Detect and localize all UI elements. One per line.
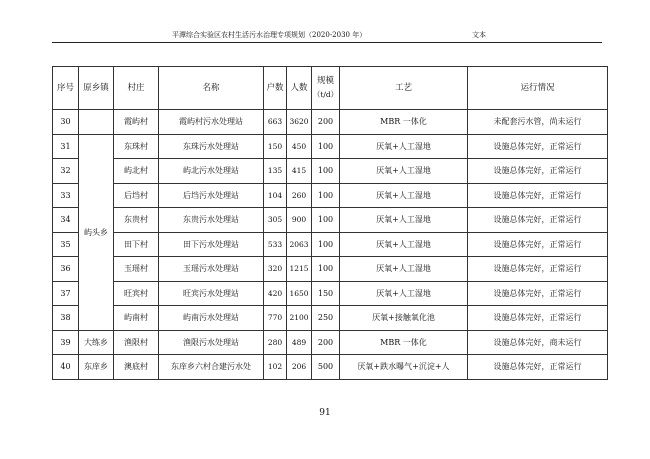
cell-seq: 37 — [53, 281, 79, 306]
cell-population: 1650 — [287, 281, 312, 306]
table-row — [53, 208, 608, 233]
cell-process: 厌氧+人工湿地 — [340, 232, 468, 257]
page-header — [52, 28, 602, 42]
header-scale — [312, 67, 340, 110]
cell-seq: 36 — [53, 257, 79, 282]
header-process: 工艺 — [340, 67, 468, 110]
cell-process: 厌氧+人工湿地 — [340, 159, 468, 184]
cell-process: 厌氧+人工湿地 — [340, 134, 468, 159]
cell-village: 旺宾村 — [114, 281, 159, 306]
cell-status: 设施总体完好，正常运行 — [468, 232, 608, 257]
cell-township: 大练乡 — [79, 330, 114, 355]
cell-seq: 33 — [53, 183, 79, 208]
cell-status: 设施总体完好，正常运行 — [468, 257, 608, 282]
cell-name: 田下污水处理站 — [159, 232, 264, 257]
cell-scale: 250 — [312, 306, 340, 331]
header-rule — [52, 42, 602, 43]
cell-households: 770 — [264, 306, 287, 331]
cell-name: 屿北污水处理站 — [159, 159, 264, 184]
cell-village: 屿北村 — [114, 159, 159, 184]
header-status: 运行情况 — [468, 67, 608, 110]
cell-households: 663 — [264, 110, 287, 135]
facility-table — [52, 66, 608, 380]
cell-scale: 100 — [312, 183, 340, 208]
cell-name: 玉瑶污水处理站 — [159, 257, 264, 282]
header-scale-label: 规模 — [316, 76, 334, 86]
table-row — [53, 183, 608, 208]
cell-scale: 200 — [312, 110, 340, 135]
header-households: 户数 — [264, 67, 287, 110]
cell-seq: 32 — [53, 159, 79, 184]
cell-households: 320 — [264, 257, 287, 282]
cell-status: 设施总体完好，正常运行 — [468, 306, 608, 331]
cell-households: 150 — [264, 134, 287, 159]
cell-households: 104 — [264, 183, 287, 208]
cell-status: 设施总体完好，正常运行 — [468, 134, 608, 159]
cell-households: 280 — [264, 330, 287, 355]
header-seq: 序号 — [53, 67, 79, 110]
cell-village: 东贵村 — [114, 208, 159, 233]
cell-process: MBR 一体化 — [340, 110, 468, 135]
cell-households: 305 — [264, 208, 287, 233]
cell-population: 2100 — [287, 306, 312, 331]
cell-households: 135 — [264, 159, 287, 184]
cell-scale: 500 — [312, 355, 340, 380]
header-village: 村庄 — [114, 67, 159, 110]
document-title: 平潭综合实验区农村生活污水治理专项规划（2020-2030 年） — [172, 31, 367, 39]
cell-village: 霞屿村 — [114, 110, 159, 135]
cell-process: 厌氧+人工湿地 — [340, 257, 468, 282]
cell-village: 渔限村 — [114, 330, 159, 355]
cell-population: 1215 — [287, 257, 312, 282]
cell-population: 2063 — [287, 232, 312, 257]
cell-village: 澳底村 — [114, 355, 159, 380]
cell-seq: 40 — [53, 355, 79, 380]
cell-name: 旺宾污水处理站 — [159, 281, 264, 306]
cell-status: 设施总体完好，正常运行 — [468, 208, 608, 233]
header-name: 名称 — [159, 67, 264, 110]
cell-village: 玉瑶村 — [114, 257, 159, 282]
table-row — [53, 110, 608, 135]
cell-seq: 38 — [53, 306, 79, 331]
table-row — [53, 355, 608, 380]
cell-village: 田下村 — [114, 232, 159, 257]
table-header-row — [53, 67, 608, 110]
cell-scale: 100 — [312, 159, 340, 184]
cell-population: 489 — [287, 330, 312, 355]
cell-status: 设施总体完好，商未运行 — [468, 330, 608, 355]
table-row — [53, 306, 608, 331]
cell-population: 260 — [287, 183, 312, 208]
cell-scale: 200 — [312, 330, 340, 355]
cell-name: 屿南污水处理站 — [159, 306, 264, 331]
cell-name: 渔限污水处理站 — [159, 330, 264, 355]
cell-name: 霞屿村污水处理站 — [159, 110, 264, 135]
document-type: 文本 — [472, 31, 486, 39]
cell-scale: 150 — [312, 281, 340, 306]
header-scale-unit: （t/d） — [312, 90, 339, 99]
cell-process: 厌氧+人工湿地 — [340, 183, 468, 208]
cell-population: 206 — [287, 355, 312, 380]
cell-seq: 39 — [53, 330, 79, 355]
cell-status: 设施总体完好，正常运行 — [468, 183, 608, 208]
cell-process: 厌氧+人工湿地 — [340, 281, 468, 306]
cell-seq: 30 — [53, 110, 79, 135]
cell-scale: 100 — [312, 208, 340, 233]
cell-status: 设施总体完好，正常运行 — [468, 159, 608, 184]
cell-households: 533 — [264, 232, 287, 257]
cell-households: 102 — [264, 355, 287, 380]
cell-status: 设施总体完好，正常运行 — [468, 355, 608, 380]
header-township: 原乡镇 — [79, 67, 114, 110]
cell-process: 厌氧+接触氧化池 — [340, 306, 468, 331]
table-row — [53, 330, 608, 355]
cell-seq: 35 — [53, 232, 79, 257]
cell-population: 3620 — [287, 110, 312, 135]
cell-status: 设施总体完好，正常运行 — [468, 281, 608, 306]
cell-village: 东珠村 — [114, 134, 159, 159]
table-row — [53, 232, 608, 257]
cell-township: 东庠乡 — [79, 355, 114, 380]
cell-village: 后垱村 — [114, 183, 159, 208]
cell-process: 厌氧+跌水曝气+沉淀+人 — [340, 355, 468, 380]
cell-township-merged: 屿头乡 — [79, 134, 114, 330]
cell-scale: 100 — [312, 257, 340, 282]
cell-seq: 31 — [53, 134, 79, 159]
table-row — [53, 134, 608, 159]
cell-seq: 34 — [53, 208, 79, 233]
cell-scale: 100 — [312, 232, 340, 257]
table-row — [53, 281, 608, 306]
cell-process: 厌氧+人工湿地 — [340, 208, 468, 233]
cell-name: 东庠乡六村合建污水处 — [159, 355, 264, 380]
table-row — [53, 257, 608, 282]
cell-name: 东珠污水处理站 — [159, 134, 264, 159]
cell-households: 420 — [264, 281, 287, 306]
cell-name: 后垱污水处理站 — [159, 183, 264, 208]
table-row — [53, 159, 608, 184]
cell-township — [79, 110, 114, 135]
cell-population: 900 — [287, 208, 312, 233]
page-number: 91 — [319, 408, 331, 418]
cell-scale: 100 — [312, 134, 340, 159]
cell-village: 屿南村 — [114, 306, 159, 331]
cell-name: 东贵污水处理站 — [159, 208, 264, 233]
cell-population: 415 — [287, 159, 312, 184]
header-population: 人数 — [287, 67, 312, 110]
cell-status: 未配套污水管，尚未运行 — [468, 110, 608, 135]
cell-process: MBR 一体化 — [340, 330, 468, 355]
cell-population: 450 — [287, 134, 312, 159]
